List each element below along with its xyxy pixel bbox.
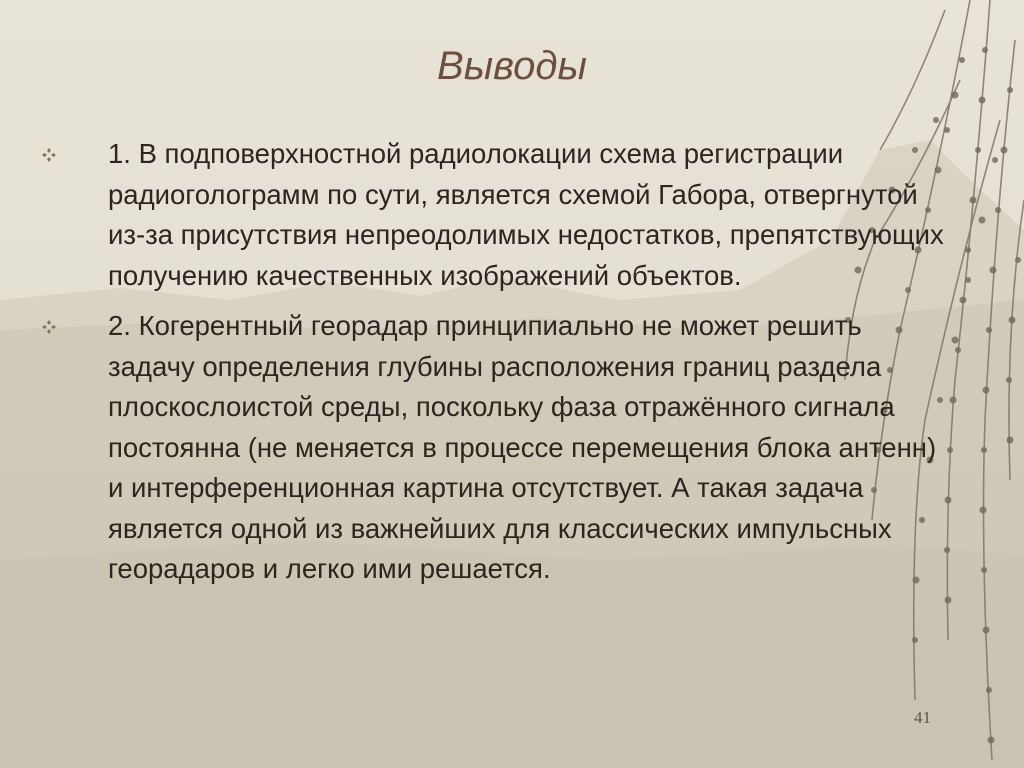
bullet-text: 1. В подповерхностной радиолокации схема регистрации радиоголограмм по сути, является схемой Габора, отвергнутой из-за присутствия непреодолимых недостатков, препятствующих получению качественных изображений объектов. (108, 138, 944, 291)
four-diamond-bullet-icon (38, 134, 108, 167)
bullet-item (38, 134, 948, 296)
bullet-text: 2. Когерентный георадар принципиально не может решить задачу определения глубины расположения границ раздела плоскослоистой среды, поскольку фаза отражённого сигнала постоянна (не меняется в процессе перемещения блока антенн) и интерференционная картина отсутствует. А такая задача является одной из важнейших для классических импульсных георадаров и легко ими решается. (108, 310, 937, 584)
bullet-list (38, 134, 948, 600)
bullet-item (38, 306, 948, 590)
four-diamond-bullet-icon (38, 306, 108, 339)
slide-title: Выводы (437, 44, 587, 88)
slide-number: 41 (914, 708, 931, 727)
